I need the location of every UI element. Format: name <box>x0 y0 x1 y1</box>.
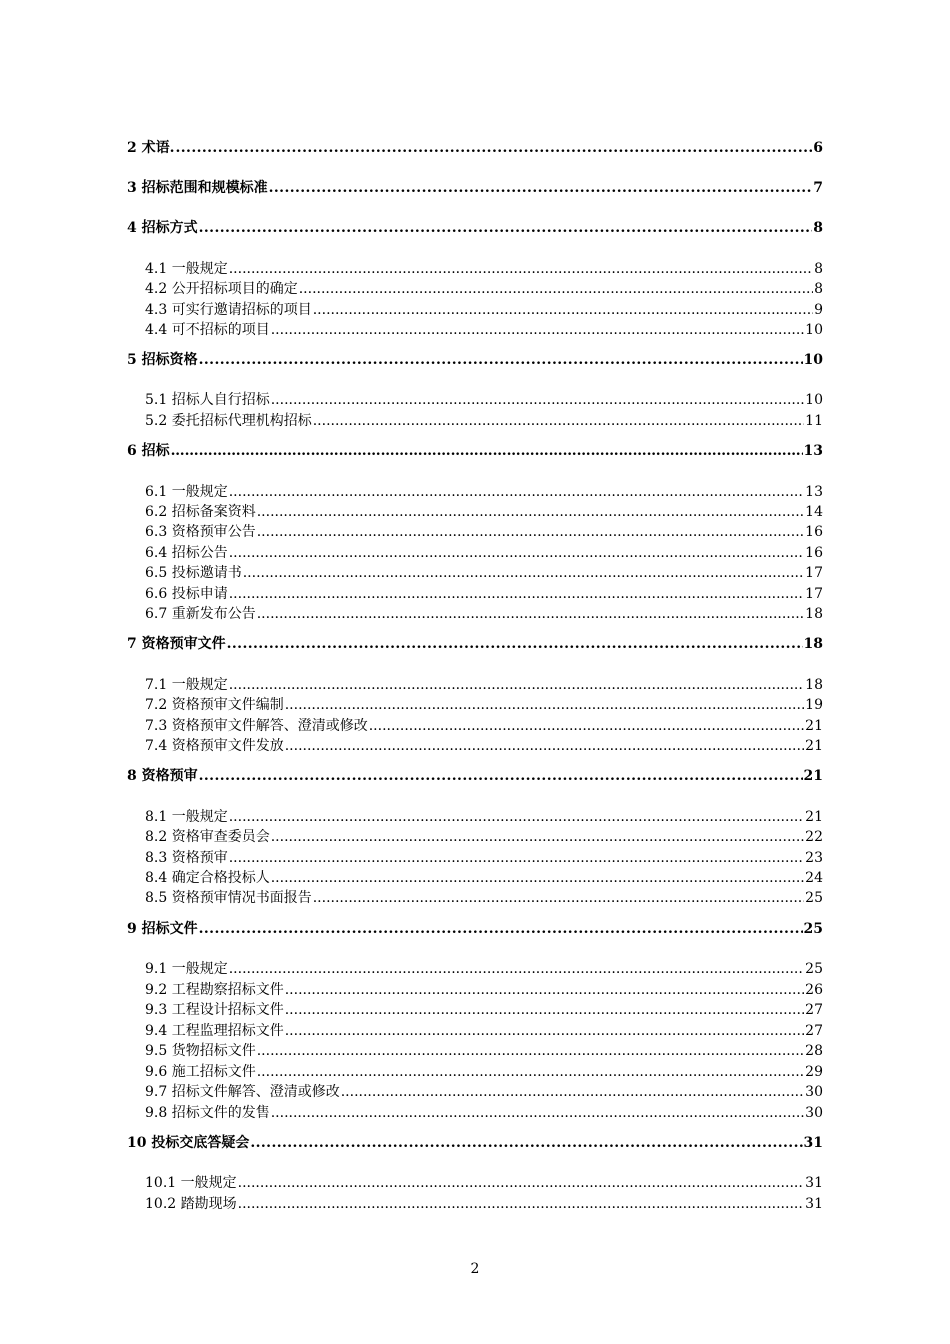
toc-entry-label: 4.4 可不招标的项目 <box>145 322 270 338</box>
toc-entry-label: 9 招标文件 <box>127 921 198 937</box>
toc-entry-page: 26 <box>805 982 823 998</box>
toc-leader-dots <box>257 1043 804 1059</box>
toc-entry[interactable] <box>145 674 823 694</box>
toc-leader-dots <box>285 738 804 754</box>
toc-entry-label: 6.2 招标备案资料 <box>145 504 256 520</box>
toc-entry-page: 30 <box>805 1105 823 1121</box>
toc-entry-page: 11 <box>805 413 823 429</box>
toc-entry-label: 10.1 一般规定 <box>145 1175 237 1191</box>
toc-entry-page: 14 <box>805 504 823 520</box>
toc-leader-dots <box>229 850 804 866</box>
toc-leader-dots <box>229 261 813 277</box>
toc-entry[interactable] <box>145 319 823 339</box>
toc-entry[interactable] <box>145 1020 823 1040</box>
toc-entry-label: 7.3 资格预审文件解答、澄清或修改 <box>145 718 368 734</box>
toc-entry[interactable] <box>145 562 823 582</box>
toc-entry[interactable] <box>127 918 823 938</box>
toc-entry-label: 9.7 招标文件解答、澄清或修改 <box>145 1084 340 1100</box>
toc-leader-dots <box>257 1064 804 1080</box>
toc-entry[interactable] <box>145 1172 823 1192</box>
toc-entry[interactable] <box>145 501 823 521</box>
toc-entry-label: 6 招标 <box>127 443 170 459</box>
toc-entry[interactable] <box>145 1061 823 1081</box>
toc-entry-label: 8.1 一般规定 <box>145 809 228 825</box>
toc-leader-dots <box>285 697 804 713</box>
toc-leader-dots <box>285 1002 804 1018</box>
toc-leader-dots <box>229 484 804 500</box>
toc-entry-page: 18 <box>805 606 823 622</box>
toc-entry-page: 17 <box>805 586 823 602</box>
toc-leader-dots <box>238 1196 805 1212</box>
toc-entry-label: 7.1 一般规定 <box>145 677 228 693</box>
toc-entry-page: 16 <box>805 545 823 561</box>
toc-entry-label: 8.2 资格审查委员会 <box>145 829 270 845</box>
toc-entry-label: 10.2 踏勘现场 <box>145 1196 237 1212</box>
toc-entry-label: 6.7 重新发布公告 <box>145 606 256 622</box>
toc-leader-dots <box>313 413 804 429</box>
toc-entry-page: 21 <box>805 809 823 825</box>
toc-entry[interactable] <box>145 826 823 846</box>
toc-entry-label: 6.4 招标公告 <box>145 545 228 561</box>
toc-entry-page: 8 <box>813 220 823 236</box>
toc-entry-page: 6 <box>813 140 823 156</box>
toc-entry[interactable] <box>145 481 823 501</box>
toc-entry-page: 27 <box>805 1023 823 1039</box>
toc-entry[interactable] <box>145 1193 823 1213</box>
toc-entry[interactable] <box>145 694 823 714</box>
toc-entry[interactable] <box>145 847 823 867</box>
toc-entry-label: 9.1 一般规定 <box>145 961 228 977</box>
page-number: 2 <box>470 1261 480 1277</box>
toc-entry[interactable] <box>145 542 823 562</box>
toc-leader-dots <box>285 982 804 998</box>
toc-entry[interactable] <box>145 887 823 907</box>
toc-entry-label: 9.8 招标文件的发售 <box>145 1105 270 1121</box>
toc-leader-dots <box>238 1175 805 1191</box>
toc-entry-page: 31 <box>805 1196 823 1212</box>
toc-leader-dots <box>250 1135 802 1151</box>
toc-entry-page: 8 <box>814 261 823 277</box>
toc-entry-label: 10 投标交底答疑会 <box>127 1135 250 1151</box>
toc-leader-dots <box>229 586 804 602</box>
toc-entry-label: 4.1 一般规定 <box>145 261 228 277</box>
toc-entry-page: 28 <box>805 1043 823 1059</box>
toc-leader-dots <box>271 829 804 845</box>
toc-entry-label: 7.2 资格预审文件编制 <box>145 697 284 713</box>
toc-entry-label: 5 招标资格 <box>127 352 198 368</box>
toc-entry-label: 6.3 资格预审公告 <box>145 524 256 540</box>
toc-entry[interactable] <box>145 999 823 1019</box>
toc-entry-label: 4 招标方式 <box>127 220 198 236</box>
toc-entry-label: 8.4 确定合格投标人 <box>145 870 270 886</box>
toc-entry-page: 24 <box>805 870 823 886</box>
toc-entry-page: 21 <box>805 718 823 734</box>
toc-entry-page: 29 <box>805 1064 823 1080</box>
toc-entry-page: 17 <box>805 565 823 581</box>
toc-leader-dots <box>227 636 803 652</box>
toc-leader-dots <box>299 281 813 297</box>
toc-leader-dots <box>313 302 813 318</box>
toc-entry[interactable] <box>145 806 823 826</box>
toc-entry-page: 31 <box>803 1135 823 1151</box>
toc-leader-dots <box>257 606 804 622</box>
toc-leader-dots <box>229 677 804 693</box>
toc-entry-label: 4.2 公开招标项目的确定 <box>145 281 298 297</box>
toc-leader-dots <box>313 890 804 906</box>
toc-leader-dots <box>369 718 804 734</box>
toc-leader-dots <box>229 545 804 561</box>
toc-entry-label: 8.5 资格预审情况书面报告 <box>145 890 312 906</box>
toc-entry[interactable] <box>145 389 823 409</box>
toc-leader-dots <box>271 1105 804 1121</box>
toc-leader-dots <box>229 961 804 977</box>
toc-entry[interactable] <box>127 765 823 785</box>
toc-entry-label: 4.3 可实行邀请招标的项目 <box>145 302 312 318</box>
toc-entry[interactable] <box>145 299 823 319</box>
toc-entry[interactable] <box>127 349 823 369</box>
toc-entry[interactable] <box>145 583 823 603</box>
toc-leader-dots <box>271 870 804 886</box>
toc-leader-dots <box>285 1023 804 1039</box>
toc-entry-page: 9 <box>814 302 823 318</box>
toc-entry[interactable] <box>145 979 823 999</box>
toc-entry[interactable] <box>145 1081 823 1101</box>
toc-entry[interactable] <box>145 258 823 278</box>
toc-leader-dots <box>257 504 804 520</box>
toc-entry-page: 31 <box>805 1175 823 1191</box>
toc-entry[interactable] <box>127 440 823 460</box>
toc-entry-label: 2 术语. <box>127 140 175 156</box>
toc-entry[interactable] <box>145 603 823 623</box>
toc-leader-dots <box>271 392 804 408</box>
toc-entry[interactable] <box>145 278 823 298</box>
toc-entry-page: 16 <box>805 524 823 540</box>
toc-entry-label: 9.6 施工招标文件 <box>145 1064 256 1080</box>
toc-entry[interactable] <box>145 521 823 541</box>
toc-entry-label: 9.2 工程勘察招标文件 <box>145 982 284 998</box>
toc-entry-page: 10 <box>805 322 823 338</box>
toc-entry-label: 5.2 委托招标代理机构招标 <box>145 413 312 429</box>
toc-entry[interactable] <box>127 1132 823 1152</box>
toc-entry-page: 22 <box>805 829 823 845</box>
toc-entry-page: 21 <box>805 738 823 754</box>
toc-entry-page: 23 <box>805 850 823 866</box>
toc-entry-label: 7.4 资格预审文件发放 <box>145 738 284 754</box>
toc-entry-page: 25 <box>805 961 823 977</box>
toc-leader-dots <box>269 180 813 196</box>
toc-entry-label: 8.3 资格预审 <box>145 850 228 866</box>
toc-entry[interactable] <box>145 958 823 978</box>
toc-entry-label: 9.5 货物招标文件 <box>145 1043 256 1059</box>
toc-entry[interactable] <box>145 1040 823 1060</box>
toc-entry[interactable] <box>145 715 823 735</box>
toc-entry-label: 9.4 工程监理招标文件 <box>145 1023 284 1039</box>
toc-entry-label: 5.1 招标人自行招标 <box>145 392 270 408</box>
toc-entry-page: 13 <box>805 484 823 500</box>
toc-entry-label: 7 资格预审文件 <box>127 636 226 652</box>
toc-leader-dots <box>271 322 804 338</box>
toc-entry[interactable] <box>145 735 823 755</box>
toc-entry-page: 25 <box>805 890 823 906</box>
toc-entry-label: 6.5 投标邀请书 <box>145 565 242 581</box>
toc-leader-dots <box>257 524 804 540</box>
toc-leader-dots <box>199 768 803 784</box>
toc-entry-page: 18 <box>803 636 823 652</box>
toc-entry-label: 6.6 投标申请 <box>145 586 228 602</box>
toc-entry-page: 10 <box>805 392 823 408</box>
toc-entry[interactable] <box>127 633 823 653</box>
toc-entry-page: 8 <box>814 281 823 297</box>
toc-leader-dots <box>199 352 803 368</box>
toc-entry-label: 9.3 工程设计招标文件 <box>145 1002 284 1018</box>
toc-entry[interactable] <box>145 867 823 887</box>
toc-entry-page: 25 <box>803 921 823 937</box>
toc-leader-dots <box>229 809 804 825</box>
toc-entry-page: 7 <box>813 180 823 196</box>
toc-leader-dots <box>171 443 803 459</box>
toc-entry-label: 3 招标范围和规模标准 <box>127 180 268 196</box>
toc-entry[interactable] <box>127 137 823 157</box>
toc-entry-page: 21 <box>803 768 823 784</box>
toc-entry[interactable] <box>145 1102 823 1122</box>
toc-entry[interactable] <box>145 410 823 430</box>
toc-entry-page: 18 <box>805 677 823 693</box>
toc-entry-label: 8 资格预审 <box>127 768 198 784</box>
toc-leader-dots <box>199 921 803 937</box>
toc-entry-label: 6.1 一般规定 <box>145 484 228 500</box>
toc-entry-page: 30 <box>805 1084 823 1100</box>
toc-entry-page: 13 <box>803 443 823 459</box>
toc-entry-page: 19 <box>805 697 823 713</box>
toc-entry[interactable] <box>127 217 823 237</box>
toc-entry-page: 27 <box>805 1002 823 1018</box>
toc-leader-dots <box>176 140 813 156</box>
toc-entry-page: 10 <box>803 352 823 368</box>
toc-leader-dots <box>243 565 804 581</box>
toc-leader-dots <box>341 1084 804 1100</box>
toc-leader-dots <box>199 220 813 236</box>
toc-entry[interactable] <box>127 177 823 197</box>
